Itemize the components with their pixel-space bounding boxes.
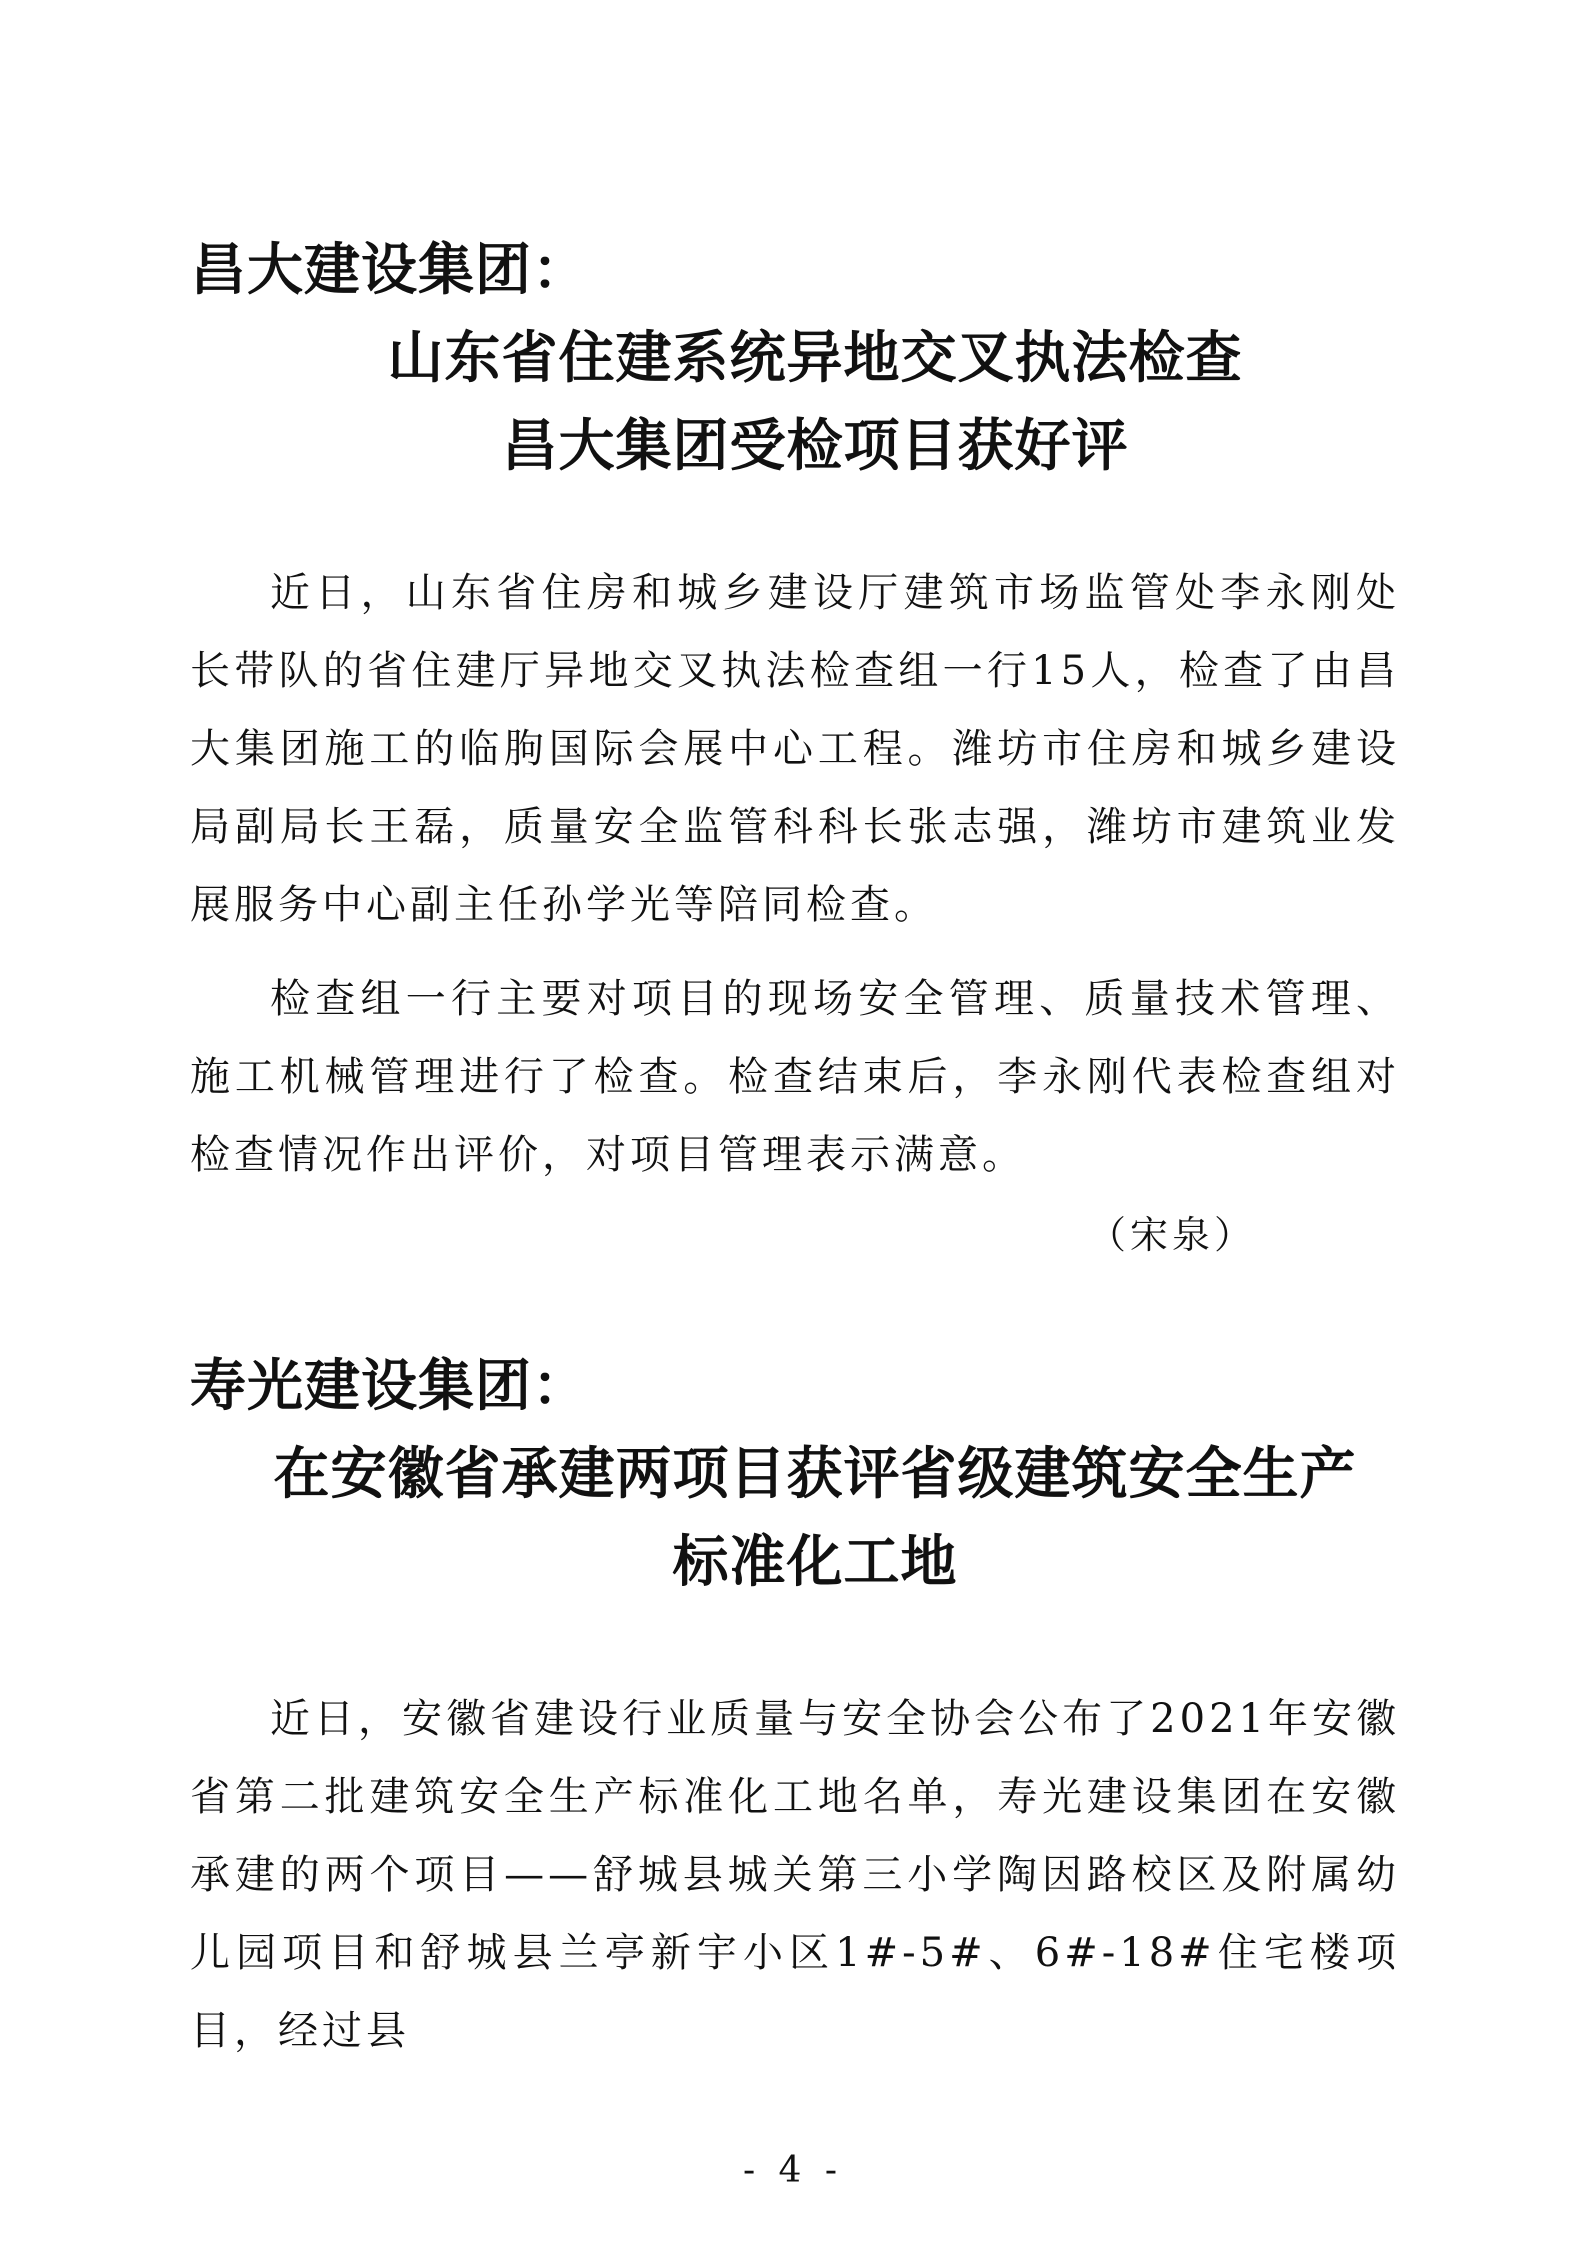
section-1-heading-lead: 昌大建设集团： (190, 237, 589, 303)
section-2-heading-line-1: 在安徽省承建两项目获评省级建筑安全生产 (273, 1441, 1357, 1507)
section-2-heading-lead: 寿光建设集团： (190, 1353, 589, 1419)
section-1-paragraph-2: 检查组一行主要对项目的现场安全管理、质量技术管理、施工机械管理进行了检查。检查结束后，李永刚代表检查组对检查情况作出评价，对项目管理表示满意。 (190, 976, 1400, 1178)
section-2-heading (190, 1342, 1400, 1606)
section-1-heading-line-2: 昌大集团受检项目获好评 (501, 413, 1129, 479)
section-1-byline: （宋泉） (1087, 1213, 1256, 1257)
section-1-heading (190, 226, 1400, 490)
section-2-paragraph-1: 近日，安徽省建设行业质量与安全协会公布了2021年安徽省第二批建筑安全生产标准化工地名单，寿光建设集团在安徽承建的两个项目——舒城县城关第三小学陶因路校区及附属幼儿园项目和舒城县兰亭新宇小区1#-5#、6#-18#住宅楼项目，经过县 (190, 1696, 1400, 2054)
section-1-paragraph-1: 近日，山东省住房和城乡建设厅建筑市场监管处李永刚处长带队的省住建厅异地交叉执法检查组一行15人，检查了由昌大集团施工的临朐国际会展中心工程。潍坊市住房和城乡建设局副局长王磊，质量安全监管科科长张志强，潍坊市建筑业发展服务中心副主任孙学光等陪同检查。 (190, 570, 1400, 928)
section-1-heading-line-1: 山东省住建系统异地交叉执法检查 (387, 325, 1243, 391)
section-2-heading-line-2: 标准化工地 (672, 1529, 958, 1595)
page-number: - 4 - (742, 2150, 844, 2191)
